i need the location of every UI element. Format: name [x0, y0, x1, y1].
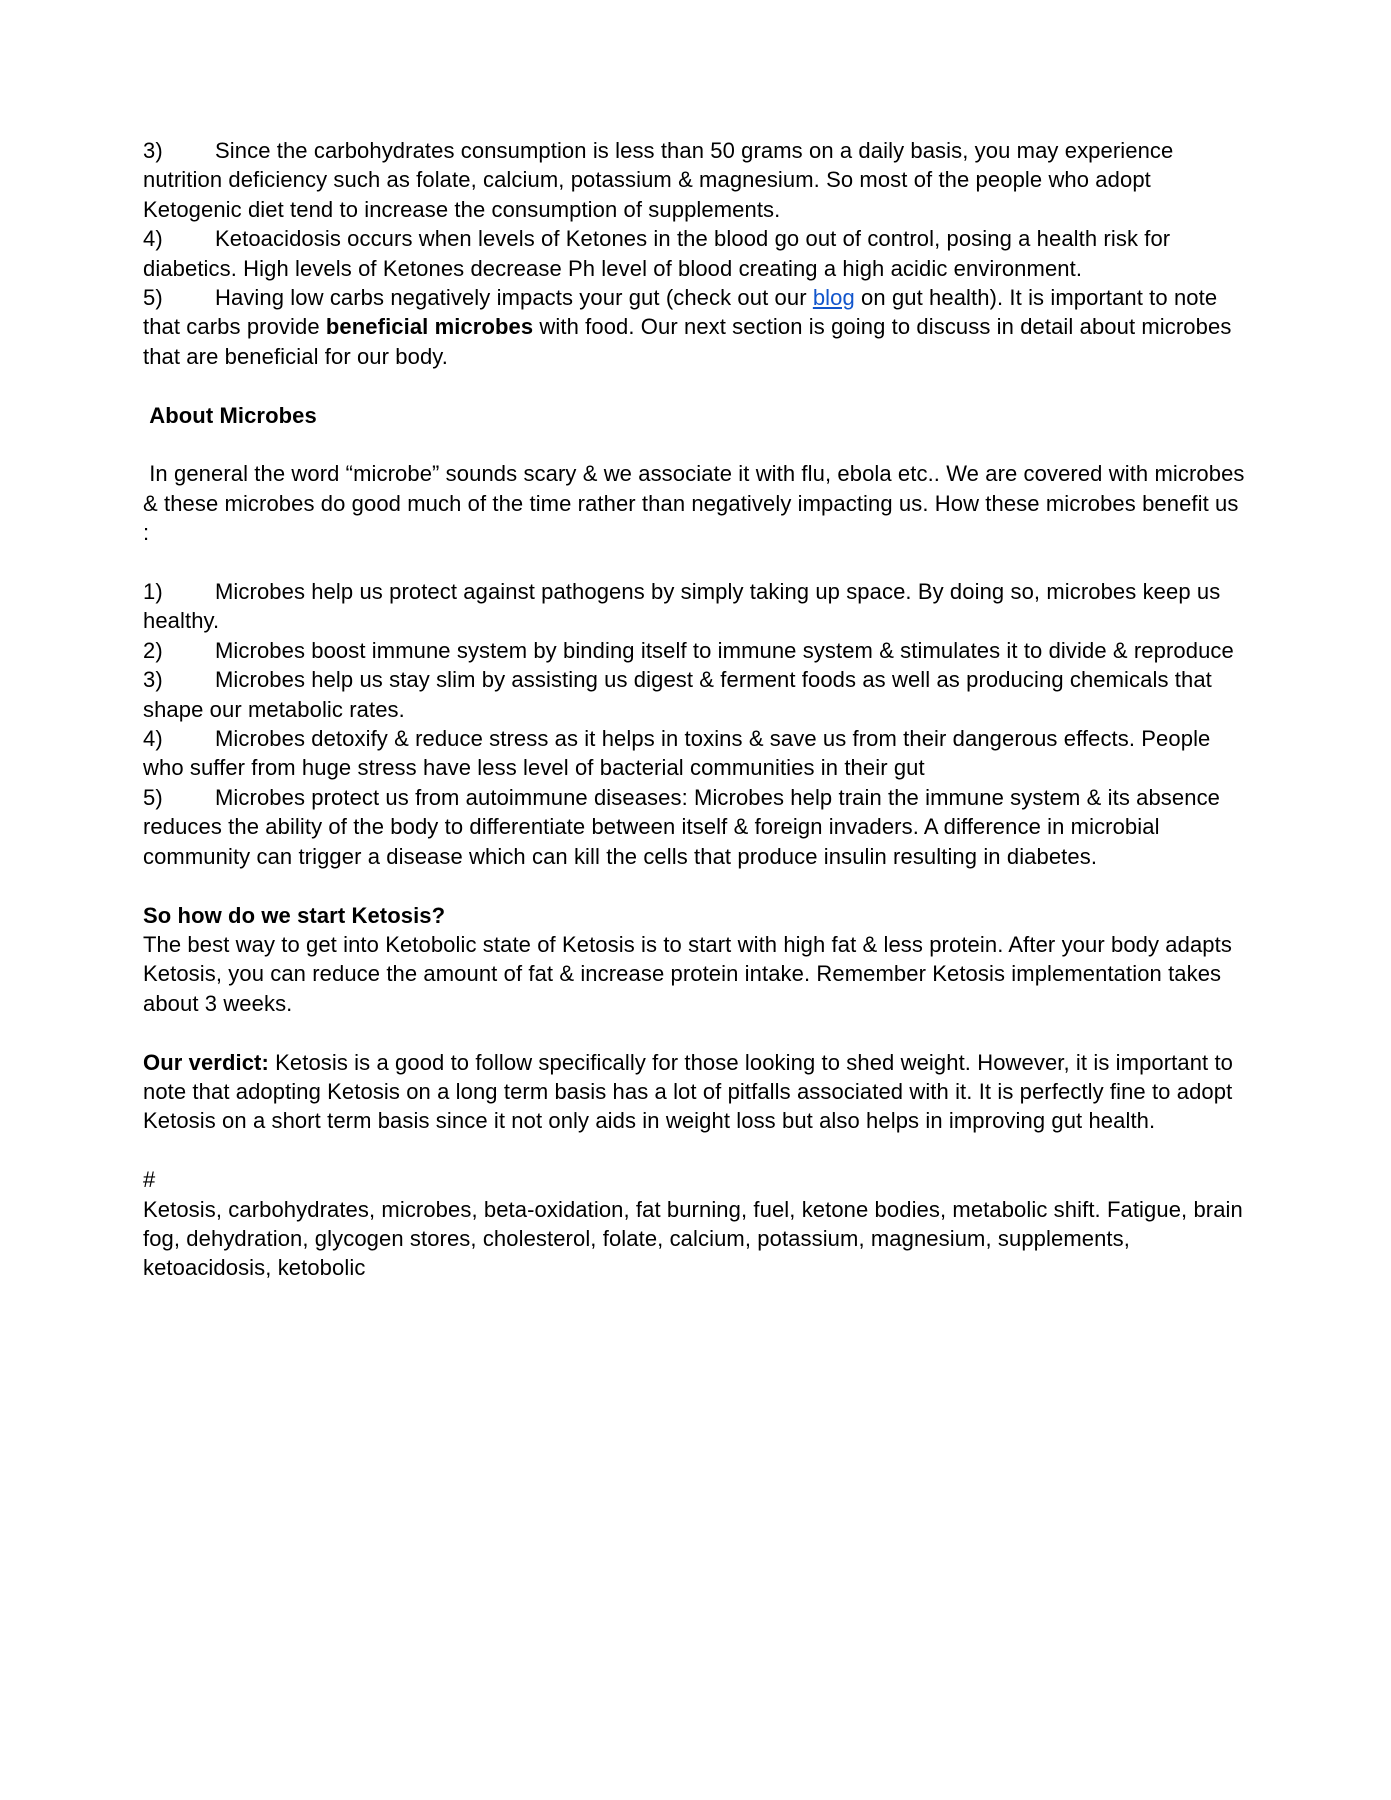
numbered-item-5 — [143, 283, 1248, 371]
list-number: 3) — [143, 667, 163, 693]
list-text: Microbes help us protect against pathogens by simply taking up space. By doing so, microbes keep us healthy. — [143, 579, 1227, 634]
list-text: Microbes protect us from autoimmune diseases: Microbes help train the immune system & its absence reduces the ability of the body to differentiate between itself & foreign invaders. A difference in microbial community can trigger a disease which can kill the cells that produce insulin resulting in diabetes. — [143, 784, 1227, 869]
numbered-item-4 — [143, 224, 1248, 283]
list-text: Microbes boost immune system by binding itself to immune system & stimulates it to divide & reproduce — [215, 637, 1234, 663]
section-heading-start-ketosis: So how do we start Ketosis? — [143, 902, 446, 928]
document-body — [143, 136, 1251, 1283]
bold-text: beneficial microbes — [325, 314, 534, 340]
list-text: with food. Our next section is going to discuss in detail about microbes that are beneficial for our body. — [143, 314, 1238, 369]
ketosis-paragraph: The best way to get into Ketobolic state of Ketosis is to start with high fat & less protein. After your body adapts Ketosis, you can reduce the amount of fat & increase protein intake. Remember Ketosis implementation takes about 3 weeks. — [143, 931, 1239, 1016]
microbes-item-5 — [143, 783, 1248, 871]
list-number: 2) — [143, 637, 163, 663]
list-text: Microbes detoxify & reduce stress as it helps in toxins & save us from their dangerous effects. People who suffer from huge stress have less level of bacterial communities in their gut — [143, 726, 1217, 781]
hash-symbol: # — [143, 1167, 156, 1193]
list-text: Since the carbohydrates consumption is less than 50 grams on a daily basis, you may experience nutrition deficiency such as folate, calcium, potassium & magnesium. So most of the people who adopt Ketogenic diet tend to increase the consumption of supplements. — [143, 138, 1180, 222]
list-text: Ketoacidosis occurs when levels of Ketones in the blood go out of control, posing a health risk for diabetics. High levels of Ketones decrease Ph level of blood creating a high acidic environment. — [143, 226, 1177, 281]
microbes-item-1 — [143, 577, 1248, 636]
list-text: Having low carbs negatively impacts your gut (check out our — [215, 285, 813, 311]
microbes-item-3 — [143, 665, 1248, 724]
list-text: on gut health). It is important to note that carbs provide — [143, 285, 1224, 340]
blog-link[interactable]: blog — [812, 285, 855, 311]
microbes-item-4 — [143, 724, 1248, 783]
list-text: Microbes help us stay slim by assisting us digest & ferment foods as well as producing chemicals that shape our metabolic rates. — [143, 667, 1219, 722]
list-number: 5) — [143, 285, 163, 311]
list-number: 4) — [143, 226, 163, 252]
verdict-paragraph — [143, 1048, 1248, 1136]
list-number: 5) — [143, 784, 163, 810]
list-number: 1) — [143, 579, 163, 605]
verdict-text: Ketosis is a good to follow specifically for those looking to shed weight. However, it is important to note that adopting Ketosis on a long term basis has a lot of pitfalls associated with it. It is perfectly fine to adopt Ketosis on a short term basis since it not only aids in weight loss but also helps in improving gut health. — [143, 1049, 1240, 1134]
microbes-item-2 — [143, 636, 1248, 665]
list-number: 4) — [143, 726, 163, 752]
verdict-label: Our verdict: — [143, 1049, 269, 1075]
list-number: 3) — [143, 138, 163, 163]
numbered-item-3 — [143, 136, 1248, 224]
tags-paragraph: Ketosis, carbohydrates, microbes, beta-oxidation, fat burning, fuel, ketone bodies, metabolic shift. Fatigue, brain fog, dehydration, glycogen stores, cholesterol, folate, calcium, potassium, magnesium, supplements, ketoacidosis, ketobolic — [143, 1196, 1250, 1281]
microbes-intro-paragraph: In general the word “microbe” sounds scary & we associate it with flu, ebola etc.. We are covered with microbes & these microbes do good much of the time rather than negatively impacting us. How these microbes benefit us : — [143, 461, 1251, 546]
section-heading-about-microbes: About Microbes — [143, 402, 317, 428]
